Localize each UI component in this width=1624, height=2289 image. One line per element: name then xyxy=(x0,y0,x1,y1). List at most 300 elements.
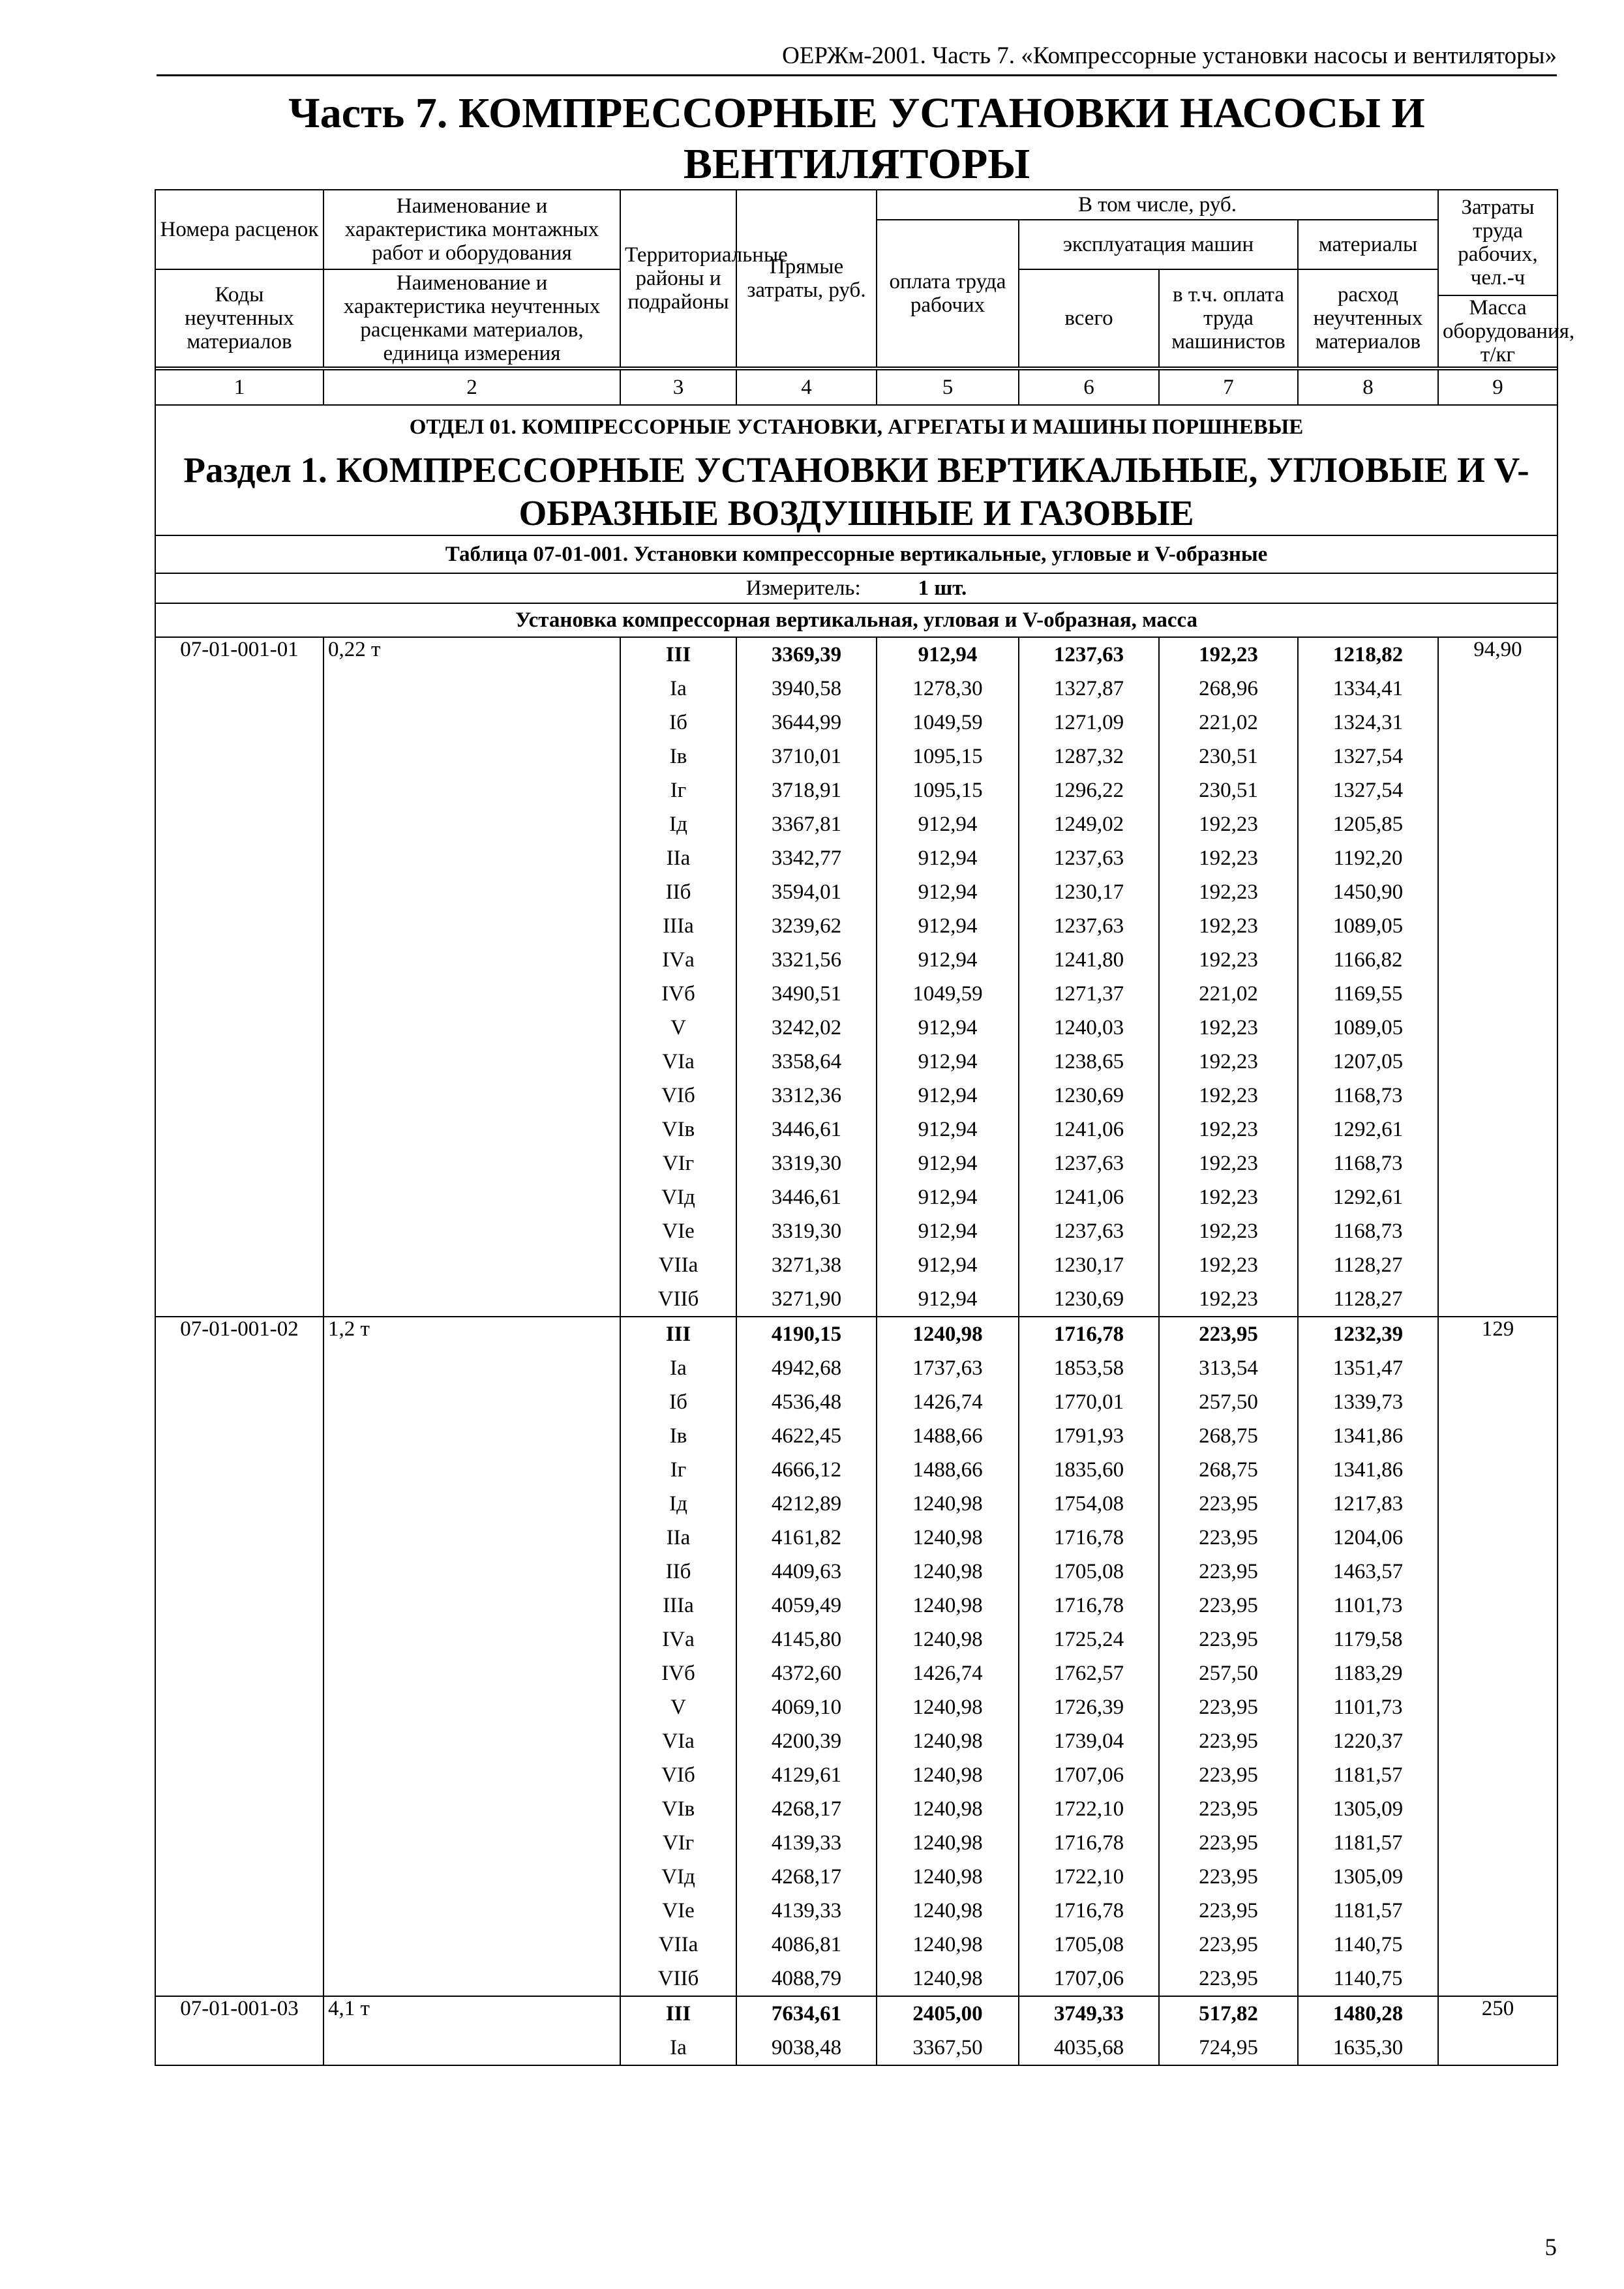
value-cell: 3644,99 xyxy=(736,706,877,740)
value-cell: 1230,17 xyxy=(1019,1248,1159,1282)
page-number: 5 xyxy=(1544,2234,1557,2261)
value-cell: 3358,64 xyxy=(736,1045,877,1079)
value-cell: 4212,89 xyxy=(736,1487,877,1521)
value-cell: 1725,24 xyxy=(1019,1623,1159,1656)
hdr-col2-top: Наименование и характеристика монтажных работ и оборудования xyxy=(323,190,620,269)
rates-table xyxy=(155,189,1575,2066)
group-title: Установка компрессорная вертикальная, угловая и V-образная, масса xyxy=(155,603,1557,637)
value-cell: 1716,78 xyxy=(1019,1826,1159,1860)
value-cell: 1716,78 xyxy=(1019,1317,1159,1351)
col-number: 9 xyxy=(1438,370,1557,405)
value-cell: 1450,90 xyxy=(1298,875,1438,909)
region-cell: VIб xyxy=(620,1758,736,1792)
region-cell: VIIа xyxy=(620,1928,736,1962)
value-cell: 1305,09 xyxy=(1298,1792,1438,1826)
value-cell: 1128,27 xyxy=(1298,1282,1438,1317)
value-cell: 912,94 xyxy=(877,807,1019,841)
value-cell: 4129,61 xyxy=(736,1758,877,1792)
value-cell: 223,95 xyxy=(1159,1487,1298,1521)
rate-code: 07-01-001-02 xyxy=(155,1317,323,1996)
value-cell: 192,23 xyxy=(1159,1146,1298,1180)
value-cell: 1230,17 xyxy=(1019,875,1159,909)
value-cell: 221,02 xyxy=(1159,706,1298,740)
value-cell: 912,94 xyxy=(877,875,1019,909)
value-cell: 223,95 xyxy=(1159,1826,1298,1860)
value-cell: 223,95 xyxy=(1159,1860,1298,1894)
col-number: 6 xyxy=(1019,370,1159,405)
region-cell: IVа xyxy=(620,943,736,977)
value-cell: 230,51 xyxy=(1159,740,1298,773)
value-cell: 1230,69 xyxy=(1019,1079,1159,1113)
value-cell: 1770,01 xyxy=(1019,1385,1159,1419)
value-cell: 1049,59 xyxy=(877,977,1019,1011)
value-cell: 9038,48 xyxy=(736,2031,877,2065)
value-cell: 1204,06 xyxy=(1298,1521,1438,1555)
department-title: ОТДЕЛ 01. КОМПРЕССОРНЫЕ УСТАНОВКИ, АГРЕГАТЫ И МАШИНЫ ПОРШНЕВЫЕ xyxy=(409,415,1304,439)
value-cell: 724,95 xyxy=(1159,2031,1298,2065)
value-cell: 192,23 xyxy=(1159,1248,1298,1282)
hdr-materials: материалы xyxy=(1298,220,1438,269)
measure-unit: 1 шт. xyxy=(918,576,967,600)
value-cell: 1168,73 xyxy=(1298,1079,1438,1113)
region-cell: Iг xyxy=(620,1453,736,1487)
value-cell: 1237,63 xyxy=(1019,637,1159,672)
value-cell: 1240,98 xyxy=(877,1623,1019,1656)
value-cell: 268,96 xyxy=(1159,672,1298,706)
value-cell: 1220,37 xyxy=(1298,1724,1438,1758)
value-cell: 1240,98 xyxy=(877,1894,1019,1928)
value-cell: 1292,61 xyxy=(1298,1180,1438,1214)
value-cell: 1722,10 xyxy=(1019,1860,1159,1894)
value-cell: 1240,98 xyxy=(877,1962,1019,1996)
rate-name: 4,1 т xyxy=(323,1996,620,2065)
value-cell: 912,94 xyxy=(877,841,1019,875)
value-cell: 912,94 xyxy=(877,1079,1019,1113)
value-cell: 1179,58 xyxy=(1298,1623,1438,1656)
value-cell: 912,94 xyxy=(877,1248,1019,1282)
value-cell: 4145,80 xyxy=(736,1623,877,1656)
table-row xyxy=(155,1996,1557,2031)
value-cell: 1140,75 xyxy=(1298,1962,1438,1996)
region-cell: IVб xyxy=(620,977,736,1011)
region-cell: VIг xyxy=(620,1826,736,1860)
value-cell: 1238,65 xyxy=(1019,1045,1159,1079)
value-cell: 1278,30 xyxy=(877,672,1019,706)
subsection-title: Раздел 1. КОМПРЕССОРНЫЕ УСТАНОВКИ ВЕРТИКАЛЬНЫЕ, УГЛОВЫЕ И V-ОБРАЗНЫЕ ВОЗДУШНЫЕ И ГАЗОВЫЕ xyxy=(183,450,1529,533)
value-cell: 1271,09 xyxy=(1019,706,1159,740)
value-cell: 3321,56 xyxy=(736,943,877,977)
value-cell: 1140,75 xyxy=(1298,1928,1438,1962)
value-cell: 1181,57 xyxy=(1298,1826,1438,1860)
value-cell: 3367,50 xyxy=(877,2031,1019,2065)
value-cell: 1463,57 xyxy=(1298,1555,1438,1589)
value-cell: 3319,30 xyxy=(736,1146,877,1180)
hdr-col3: Территориальные районы и подрайоны xyxy=(620,190,736,367)
rate-mass: 94,90 xyxy=(1438,637,1557,1317)
region-cell: IIа xyxy=(620,1521,736,1555)
value-cell: 1095,15 xyxy=(877,773,1019,807)
region-cell: V xyxy=(620,1011,736,1045)
hdr-col9-top: Затраты труда рабочих, чел.-ч xyxy=(1438,190,1557,295)
value-cell: 1480,28 xyxy=(1298,1996,1438,2031)
hdr-incl: В том числе, руб. xyxy=(877,190,1438,220)
value-cell: 223,95 xyxy=(1159,1724,1298,1758)
value-cell: 1705,08 xyxy=(1019,1928,1159,1962)
value-cell: 912,94 xyxy=(877,637,1019,672)
value-cell: 4200,39 xyxy=(736,1724,877,1758)
value-cell: 192,23 xyxy=(1159,841,1298,875)
value-cell: 1237,63 xyxy=(1019,841,1159,875)
value-cell: 1183,29 xyxy=(1298,1656,1438,1690)
region-cell: IIа xyxy=(620,841,736,875)
value-cell: 1739,04 xyxy=(1019,1724,1159,1758)
value-cell: 4035,68 xyxy=(1019,2031,1159,2065)
table-row xyxy=(155,637,1557,672)
value-cell: 1240,98 xyxy=(877,1826,1019,1860)
value-cell: 1726,39 xyxy=(1019,1690,1159,1724)
value-cell: 1327,54 xyxy=(1298,773,1438,807)
measure-row xyxy=(155,573,1557,603)
value-cell: 1754,08 xyxy=(1019,1487,1159,1521)
region-cell: VIе xyxy=(620,1894,736,1928)
value-cell: 1205,85 xyxy=(1298,807,1438,841)
value-cell: 912,94 xyxy=(877,1180,1019,1214)
value-cell: 1716,78 xyxy=(1019,1894,1159,1928)
hdr-col7: в т.ч. оплата труда машинистов xyxy=(1159,269,1298,367)
part-title xyxy=(157,88,1557,190)
value-cell: 1240,98 xyxy=(877,1521,1019,1555)
value-cell: 1334,41 xyxy=(1298,672,1438,706)
region-cell: Iб xyxy=(620,1385,736,1419)
value-cell: 3940,58 xyxy=(736,672,877,706)
value-cell: 1218,82 xyxy=(1298,637,1438,672)
value-cell: 4622,45 xyxy=(736,1419,877,1453)
value-cell: 1722,10 xyxy=(1019,1792,1159,1826)
col-number: 1 xyxy=(155,370,323,405)
value-cell: 1237,63 xyxy=(1019,909,1159,943)
hdr-col5: оплата труда рабочих xyxy=(877,220,1019,367)
col-number: 5 xyxy=(877,370,1019,405)
measure-label: Измеритель: xyxy=(745,576,861,600)
region-cell: IIIа xyxy=(620,909,736,943)
value-cell: 1128,27 xyxy=(1298,1248,1438,1282)
value-cell: 1240,98 xyxy=(877,1860,1019,1894)
rate-code: 07-01-001-01 xyxy=(155,637,323,1317)
rate-mass: 129 xyxy=(1438,1317,1557,1996)
value-cell: 4268,17 xyxy=(736,1792,877,1826)
value-cell: 3749,33 xyxy=(1019,1996,1159,2031)
value-cell: 313,54 xyxy=(1159,1351,1298,1385)
value-cell: 192,23 xyxy=(1159,1180,1298,1214)
value-cell: 3710,01 xyxy=(736,740,877,773)
value-cell: 1271,37 xyxy=(1019,977,1159,1011)
value-cell: 3446,61 xyxy=(736,1113,877,1146)
value-cell: 3369,39 xyxy=(736,637,877,672)
value-cell: 192,23 xyxy=(1159,1282,1298,1317)
value-cell: 1240,98 xyxy=(877,1487,1019,1521)
region-cell: Iа xyxy=(620,672,736,706)
region-cell: VIIб xyxy=(620,1962,736,1996)
section-heading xyxy=(155,405,1557,535)
value-cell: 1707,06 xyxy=(1019,1962,1159,1996)
value-cell: 1305,09 xyxy=(1298,1860,1438,1894)
value-cell: 223,95 xyxy=(1159,1758,1298,1792)
value-cell: 192,23 xyxy=(1159,909,1298,943)
rate-rows xyxy=(155,637,1557,2065)
running-head: ОЕРЖм-2001. Часть 7. «Компрессорные установки насосы и вентиляторы» xyxy=(157,38,1557,76)
region-cell: IIб xyxy=(620,875,736,909)
rate-name: 0,22 т xyxy=(323,637,620,1317)
table-row xyxy=(155,1317,1557,1351)
table-title: Таблица 07-01-001. Установки компрессорные вертикальные, угловые и V-образные xyxy=(155,535,1557,573)
value-cell: 912,94 xyxy=(877,943,1019,977)
value-cell: 223,95 xyxy=(1159,1792,1298,1826)
value-cell: 1240,98 xyxy=(877,1317,1019,1351)
value-cell: 1292,61 xyxy=(1298,1113,1438,1146)
value-cell: 1207,05 xyxy=(1298,1045,1438,1079)
region-cell: Iд xyxy=(620,1487,736,1521)
region-cell: IVа xyxy=(620,1623,736,1656)
value-cell: 3239,62 xyxy=(736,909,877,943)
value-cell: 4190,15 xyxy=(736,1317,877,1351)
value-cell: 2405,00 xyxy=(877,1996,1019,2031)
part-title-line2: ВЕНТИЛЯТОРЫ xyxy=(683,140,1030,188)
region-cell: Iв xyxy=(620,1419,736,1453)
region-cell: VIд xyxy=(620,1180,736,1214)
value-cell: 4942,68 xyxy=(736,1351,877,1385)
value-cell: 912,94 xyxy=(877,1146,1019,1180)
value-cell: 192,23 xyxy=(1159,875,1298,909)
region-cell: VIг xyxy=(620,1146,736,1180)
value-cell: 268,75 xyxy=(1159,1453,1298,1487)
value-cell: 1240,98 xyxy=(877,1724,1019,1758)
value-cell: 3312,36 xyxy=(736,1079,877,1113)
hdr-machines: эксплуатация машин xyxy=(1019,220,1298,269)
region-cell: Iд xyxy=(620,807,736,841)
region-cell: VIд xyxy=(620,1860,736,1894)
region-cell: III xyxy=(620,1317,736,1351)
region-cell: IIб xyxy=(620,1555,736,1589)
value-cell: 4161,82 xyxy=(736,1521,877,1555)
value-cell: 192,23 xyxy=(1159,1045,1298,1079)
value-cell: 1327,87 xyxy=(1019,672,1159,706)
value-cell: 1168,73 xyxy=(1298,1146,1438,1180)
value-cell: 4536,48 xyxy=(736,1385,877,1419)
value-cell: 223,95 xyxy=(1159,1962,1298,1996)
value-cell: 1716,78 xyxy=(1019,1589,1159,1623)
value-cell: 3490,51 xyxy=(736,977,877,1011)
value-cell: 912,94 xyxy=(877,1011,1019,1045)
value-cell: 1635,30 xyxy=(1298,2031,1438,2065)
value-cell: 4088,79 xyxy=(736,1962,877,1996)
value-cell: 257,50 xyxy=(1159,1656,1298,1690)
value-cell: 3342,77 xyxy=(736,841,877,875)
value-cell: 1230,69 xyxy=(1019,1282,1159,1317)
value-cell: 1241,06 xyxy=(1019,1113,1159,1146)
value-cell: 1240,98 xyxy=(877,1792,1019,1826)
value-cell: 1240,03 xyxy=(1019,1011,1159,1045)
value-cell: 1240,98 xyxy=(877,1690,1019,1724)
hdr-col6: всего xyxy=(1019,269,1159,367)
value-cell: 1762,57 xyxy=(1019,1656,1159,1690)
region-cell: IVб xyxy=(620,1656,736,1690)
value-cell: 4409,63 xyxy=(736,1555,877,1589)
value-cell: 223,95 xyxy=(1159,1623,1298,1656)
value-cell: 1351,47 xyxy=(1298,1351,1438,1385)
value-cell: 1488,66 xyxy=(877,1419,1019,1453)
value-cell: 192,23 xyxy=(1159,1214,1298,1248)
value-cell: 4069,10 xyxy=(736,1690,877,1724)
value-cell: 1181,57 xyxy=(1298,1894,1438,1928)
value-cell: 1192,20 xyxy=(1298,841,1438,875)
value-cell: 1249,02 xyxy=(1019,807,1159,841)
value-cell: 1296,22 xyxy=(1019,773,1159,807)
value-cell: 1835,60 xyxy=(1019,1453,1159,1487)
value-cell: 1241,06 xyxy=(1019,1180,1159,1214)
hdr-col1-bottom: Коды неучтенных материалов xyxy=(155,269,323,367)
value-cell: 1168,73 xyxy=(1298,1214,1438,1248)
value-cell: 1166,82 xyxy=(1298,943,1438,977)
value-cell: 223,95 xyxy=(1159,1928,1298,1962)
value-cell: 1287,32 xyxy=(1019,740,1159,773)
value-cell: 192,23 xyxy=(1159,1079,1298,1113)
col-number: 8 xyxy=(1298,370,1438,405)
region-cell: Iб xyxy=(620,706,736,740)
value-cell: 223,95 xyxy=(1159,1894,1298,1928)
value-cell: 4139,33 xyxy=(736,1894,877,1928)
value-cell: 1853,58 xyxy=(1019,1351,1159,1385)
rate-code: 07-01-001-03 xyxy=(155,1996,323,2065)
value-cell: 1049,59 xyxy=(877,706,1019,740)
value-cell: 257,50 xyxy=(1159,1385,1298,1419)
value-cell: 1237,63 xyxy=(1019,1146,1159,1180)
value-cell: 1737,63 xyxy=(877,1351,1019,1385)
value-cell: 1426,74 xyxy=(877,1656,1019,1690)
value-cell: 1488,66 xyxy=(877,1453,1019,1487)
region-cell: VIб xyxy=(620,1079,736,1113)
value-cell: 1095,15 xyxy=(877,740,1019,773)
value-cell: 1705,08 xyxy=(1019,1555,1159,1589)
value-cell: 3718,91 xyxy=(736,773,877,807)
value-cell: 1217,83 xyxy=(1298,1487,1438,1521)
value-cell: 3594,01 xyxy=(736,875,877,909)
value-cell: 7634,61 xyxy=(736,1996,877,2031)
region-cell: III xyxy=(620,1996,736,2031)
value-cell: 912,94 xyxy=(877,909,1019,943)
value-cell: 912,94 xyxy=(877,1045,1019,1079)
value-cell: 192,23 xyxy=(1159,637,1298,672)
value-cell: 912,94 xyxy=(877,1282,1019,1317)
value-cell: 1101,73 xyxy=(1298,1690,1438,1724)
region-cell: VIIа xyxy=(620,1248,736,1282)
value-cell: 3446,61 xyxy=(736,1180,877,1214)
value-cell: 1101,73 xyxy=(1298,1589,1438,1623)
value-cell: 223,95 xyxy=(1159,1690,1298,1724)
value-cell: 268,75 xyxy=(1159,1419,1298,1453)
hdr-col1-top: Номера расценок xyxy=(155,190,323,269)
region-cell: VIIб xyxy=(620,1282,736,1317)
value-cell: 223,95 xyxy=(1159,1589,1298,1623)
value-cell: 3319,30 xyxy=(736,1214,877,1248)
value-cell: 1324,31 xyxy=(1298,706,1438,740)
region-cell: VIе xyxy=(620,1214,736,1248)
value-cell: 221,02 xyxy=(1159,977,1298,1011)
value-cell: 223,95 xyxy=(1159,1555,1298,1589)
value-cell: 3367,81 xyxy=(736,807,877,841)
hdr-col2-bottom: Наименование и характеристика неучтенных расценками материалов, единица измерения xyxy=(323,269,620,367)
hdr-col9-bottom: Масса оборудования, т/кг xyxy=(1438,295,1557,367)
value-cell: 1327,54 xyxy=(1298,740,1438,773)
region-cell: III xyxy=(620,637,736,672)
value-cell: 1240,98 xyxy=(877,1555,1019,1589)
value-cell: 3271,38 xyxy=(736,1248,877,1282)
value-cell: 517,82 xyxy=(1159,1996,1298,2031)
region-cell: VIа xyxy=(620,1045,736,1079)
value-cell: 1241,80 xyxy=(1019,943,1159,977)
region-cell: Iа xyxy=(620,2031,736,2065)
region-cell: VIв xyxy=(620,1792,736,1826)
col-number: 4 xyxy=(736,370,877,405)
value-cell: 3271,90 xyxy=(736,1282,877,1317)
value-cell: 230,51 xyxy=(1159,773,1298,807)
value-cell: 1240,98 xyxy=(877,1928,1019,1962)
value-cell: 1237,63 xyxy=(1019,1214,1159,1248)
part-title-line1: Часть 7. КОМПРЕССОРНЫЕ УСТАНОВКИ НАСОСЫ И xyxy=(288,89,1425,137)
value-cell: 192,23 xyxy=(1159,807,1298,841)
value-cell: 1240,98 xyxy=(877,1758,1019,1792)
value-cell: 912,94 xyxy=(877,1214,1019,1248)
region-cell: Iа xyxy=(620,1351,736,1385)
value-cell: 4139,33 xyxy=(736,1826,877,1860)
region-cell: Iв xyxy=(620,740,736,773)
value-cell: 1707,06 xyxy=(1019,1758,1159,1792)
col-number: 3 xyxy=(620,370,736,405)
region-cell: VIа xyxy=(620,1724,736,1758)
value-cell: 192,23 xyxy=(1159,1011,1298,1045)
region-cell: V xyxy=(620,1690,736,1724)
value-cell: 1341,86 xyxy=(1298,1453,1438,1487)
region-cell: VIв xyxy=(620,1113,736,1146)
value-cell: 192,23 xyxy=(1159,943,1298,977)
value-cell: 3242,02 xyxy=(736,1011,877,1045)
value-cell: 4666,12 xyxy=(736,1453,877,1487)
value-cell: 1089,05 xyxy=(1298,909,1438,943)
value-cell: 1341,86 xyxy=(1298,1419,1438,1453)
value-cell: 1791,93 xyxy=(1019,1419,1159,1453)
value-cell: 192,23 xyxy=(1159,1113,1298,1146)
hdr-col4: Прямые затраты, руб. xyxy=(736,190,877,367)
value-cell: 4059,49 xyxy=(736,1589,877,1623)
region-cell: Iг xyxy=(620,773,736,807)
value-cell: 223,95 xyxy=(1159,1521,1298,1555)
value-cell: 1240,98 xyxy=(877,1589,1019,1623)
value-cell: 1716,78 xyxy=(1019,1521,1159,1555)
value-cell: 4372,60 xyxy=(736,1656,877,1690)
value-cell: 1181,57 xyxy=(1298,1758,1438,1792)
value-cell: 4086,81 xyxy=(736,1928,877,1962)
value-cell: 1089,05 xyxy=(1298,1011,1438,1045)
value-cell: 1232,39 xyxy=(1298,1317,1438,1351)
rate-mass: 250 xyxy=(1438,1996,1557,2065)
hdr-col8: расход неучтенных материалов xyxy=(1298,269,1438,367)
value-cell: 912,94 xyxy=(877,1113,1019,1146)
value-cell: 1339,73 xyxy=(1298,1385,1438,1419)
rate-name: 1,2 т xyxy=(323,1317,620,1996)
region-cell: IIIа xyxy=(620,1589,736,1623)
value-cell: 1169,55 xyxy=(1298,977,1438,1011)
value-cell: 223,95 xyxy=(1159,1317,1298,1351)
col-number: 7 xyxy=(1159,370,1298,405)
